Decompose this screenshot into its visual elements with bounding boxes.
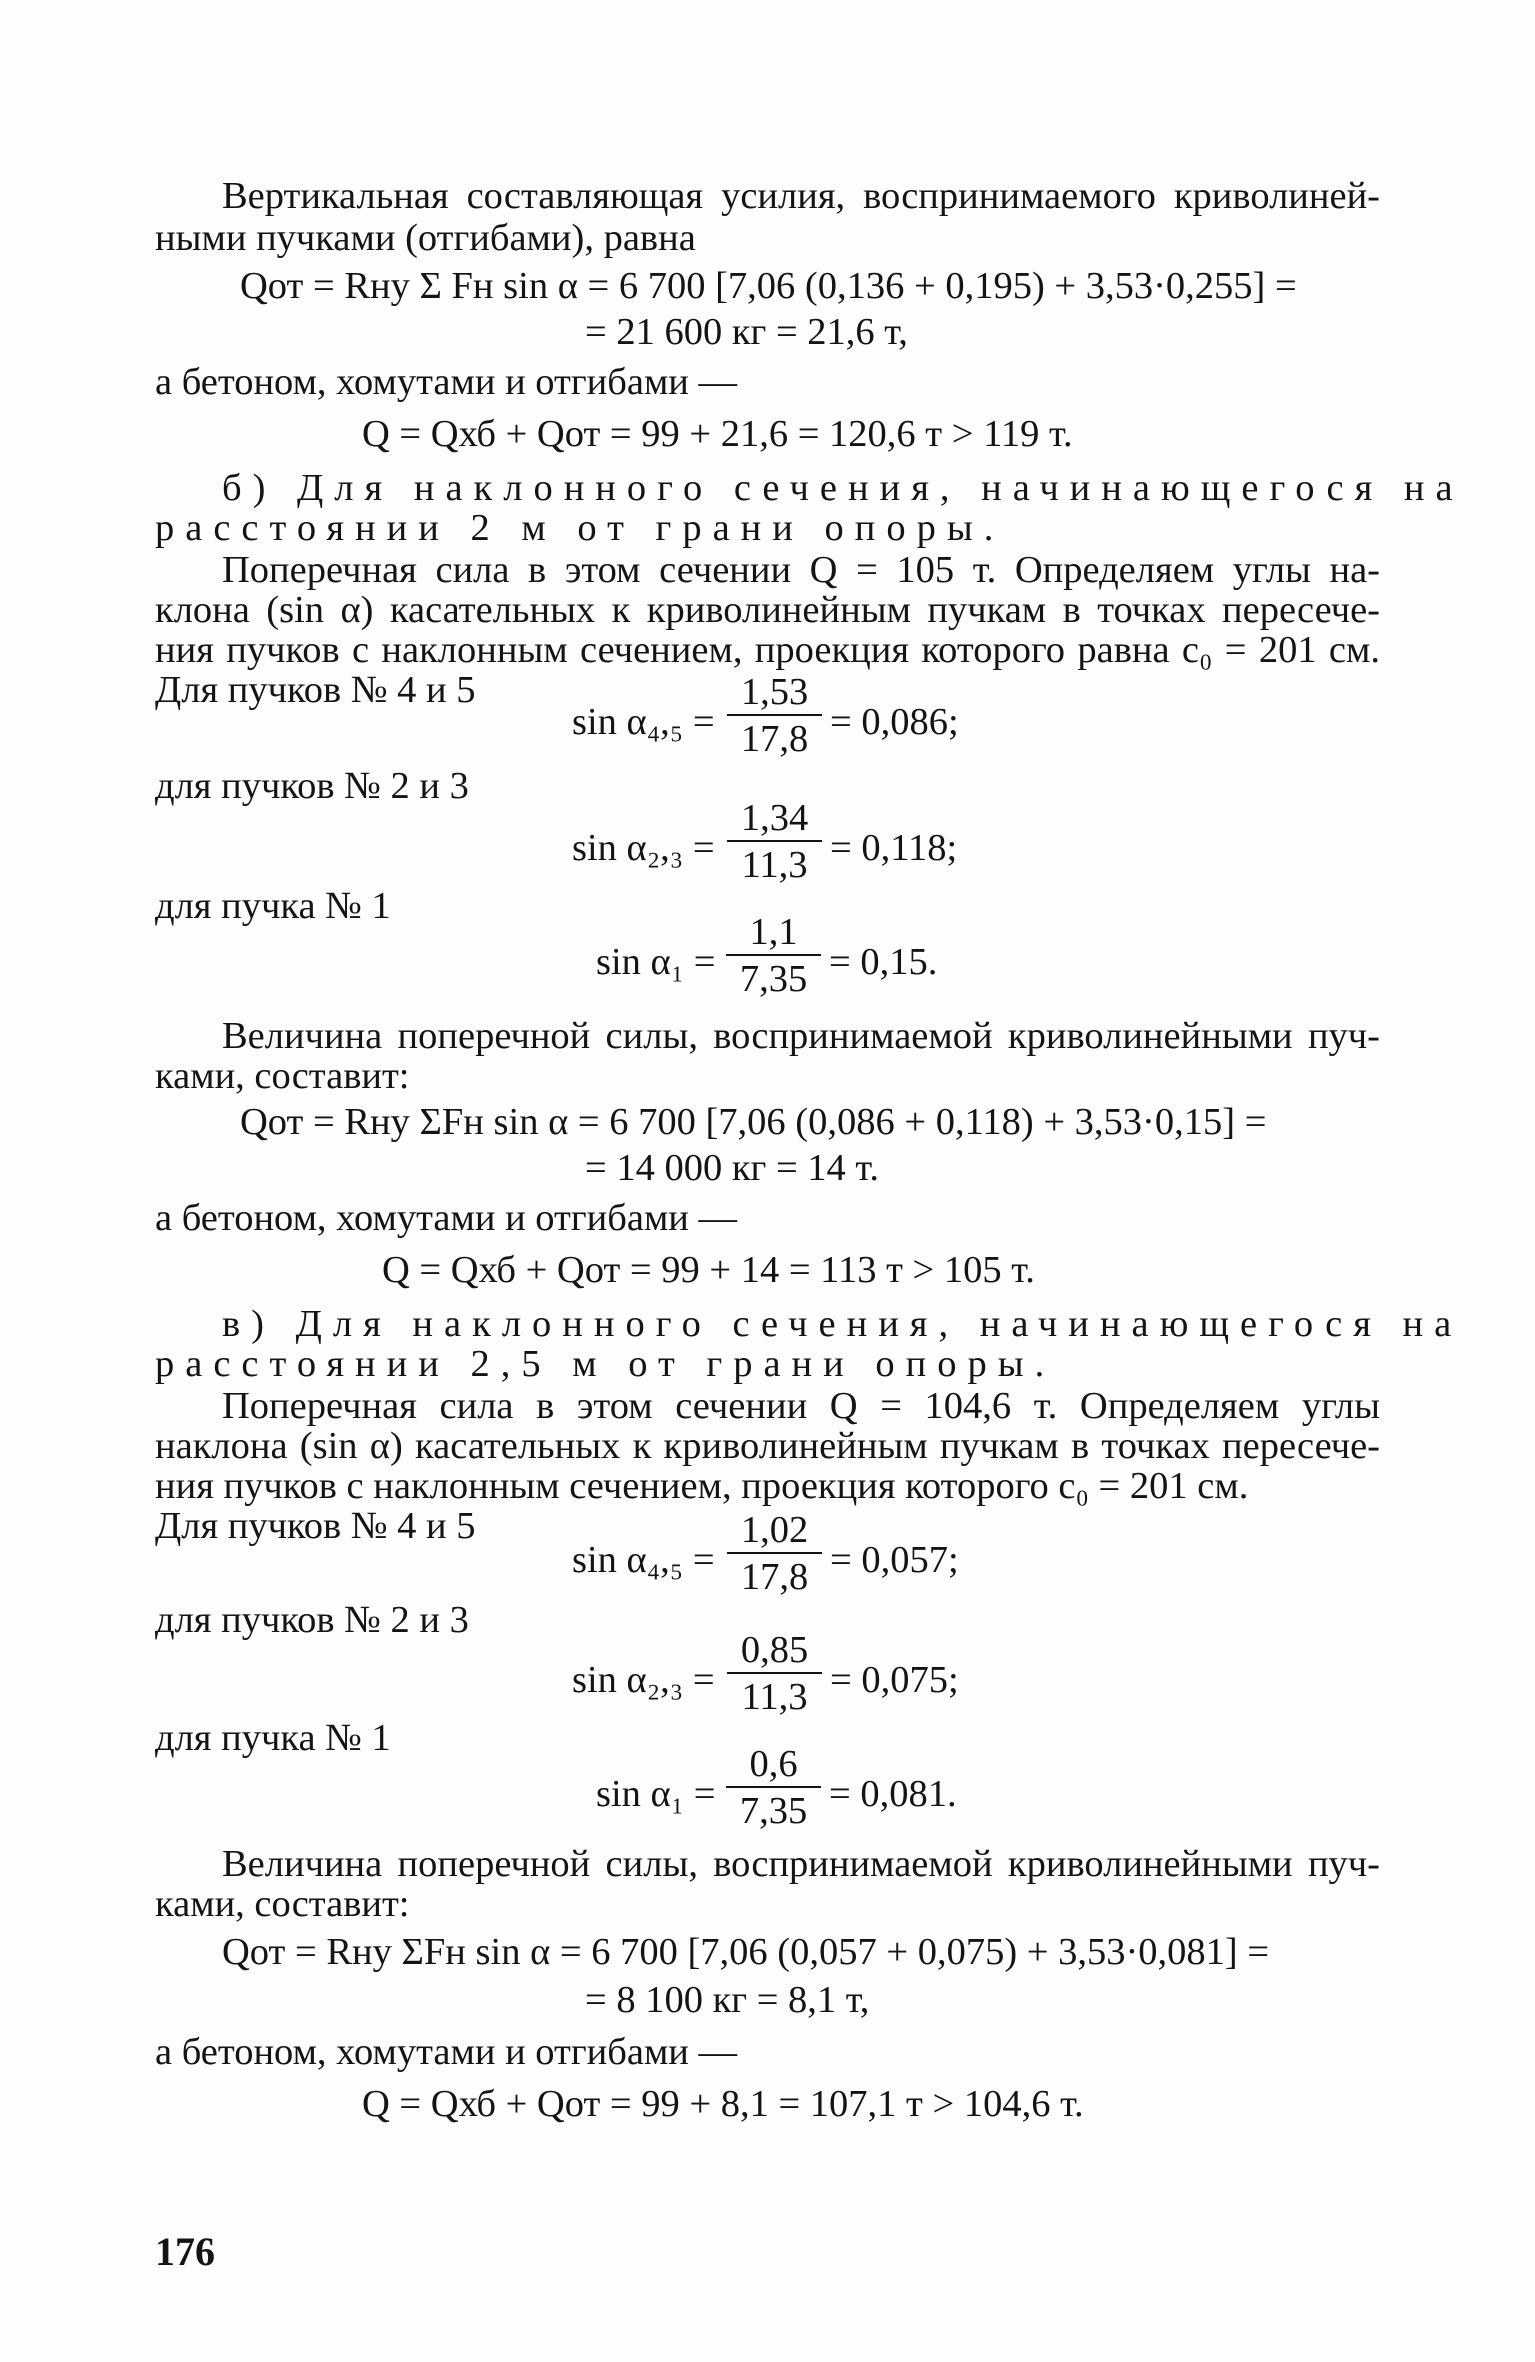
text-line: Поперечная сила в этом сечении Q = 104,6 т. Определяем углы: [222, 1385, 1380, 1427]
fraction-rhs: = 0,15.: [829, 941, 938, 983]
text-line: Для пучков № 4 и 5: [155, 1505, 476, 1547]
equation: Qот = Rну Σ Fн sin α = 6 700 [7,06 (0,136 + 0,195) + 3,53·0,255] =: [240, 265, 1297, 307]
numerator: 1,1: [726, 910, 821, 956]
numerator: 1,53: [727, 670, 822, 716]
denominator: 7,35: [739, 958, 808, 1000]
text-line: ками, составит:: [155, 1883, 410, 1925]
page-number: 176: [155, 2229, 215, 2274]
denominator: 11,3: [741, 1676, 808, 1718]
text-line: ния пучков с наклонным сечением, проекция которого равна c₀ = 201 см.: [155, 629, 1380, 671]
section-heading: расстоянии 2 м от грани опоры.: [155, 507, 1005, 549]
text-line: для пучка № 1: [155, 1717, 391, 1759]
text-line: для пучков № 2 и 3: [155, 1599, 469, 1641]
equation: Q = Qхб + Qот = 99 + 14 = 113 т > 105 т.: [382, 1249, 1035, 1291]
equation: Q = Qхб + Qот = 99 + 21,6 = 120,6 т > 119 т.: [362, 413, 1073, 455]
fraction: [727, 1628, 822, 1720]
fraction-lhs: sin α₁ =: [596, 941, 716, 983]
equation: = 21 600 кг = 21,6 т,: [585, 311, 908, 353]
text-line: Величина поперечной силы, воспринимаемой криволинейными пуч-: [222, 1015, 1380, 1057]
fraction: [726, 1742, 821, 1834]
text-line: наклона (sin α) касательных к криволинейным пучкам в точках пересече-: [155, 1425, 1380, 1467]
fraction-rhs: = 0,057;: [830, 1539, 959, 1581]
numerator: 0,6: [726, 1742, 821, 1788]
denominator: 7,35: [739, 1790, 808, 1832]
section-heading: б) Для наклонного сечения, начинающегося на: [222, 467, 1464, 509]
text-line: Вертикальная составляющая усилия, воспринимаемого криволиней-: [222, 175, 1380, 217]
text-line: а бетоном, хомутами и отгибами —: [155, 1197, 738, 1239]
equation: Qот = Rну ΣFн sin α = 6 700 [7,06 (0,086 + 0,118) + 3,53·0,15] =: [240, 1101, 1267, 1143]
numerator: 1,02: [727, 1508, 822, 1554]
fraction-lhs: sin α₄,₅ =: [572, 1539, 715, 1581]
numerator: 1,34: [727, 796, 822, 842]
text-line: Для пучков № 4 и 5: [155, 669, 476, 711]
denominator: 17,8: [740, 1556, 809, 1598]
text-line: ния пучков с наклонным сечением, проекция которого c₀ = 201 см.: [155, 1465, 1249, 1507]
text-line: ками, составит:: [155, 1055, 410, 1097]
fraction-lhs: sin α₂,₃ =: [572, 827, 715, 869]
fraction-equation: [596, 910, 976, 1020]
fraction-equation: [596, 1742, 976, 1852]
fraction-rhs: = 0,118;: [830, 827, 958, 869]
text-line: клона (sin α) касательных к криволинейным пучкам в точках пересече-: [155, 589, 1380, 631]
text-line: для пучка № 1: [155, 885, 391, 927]
denominator: 17,8: [740, 718, 809, 760]
text-line: Величина поперечной силы, воспринимаемой криволинейными пуч-: [222, 1843, 1380, 1885]
fraction: [727, 1508, 822, 1600]
text-line: для пучков № 2 и 3: [155, 765, 469, 807]
fraction-rhs: = 0,075;: [830, 1659, 959, 1701]
fraction: [727, 796, 822, 888]
equation: = 14 000 кг = 14 т.: [585, 1147, 879, 1189]
section-heading: в) Для наклонного сечения, начинающегося на: [222, 1303, 1463, 1345]
equation: = 8 100 кг = 8,1 т,: [585, 1979, 870, 2021]
equation: Qот = Rну ΣFн sin α = 6 700 [7,06 (0,057 + 0,075) + 3,53·0,081] =: [222, 1931, 1270, 1973]
fraction-lhs: sin α₂,₃ =: [572, 1659, 715, 1701]
text-line: ными пучками (отгибами), равна: [155, 217, 696, 259]
text-line: Поперечная сила в этом сечении Q = 105 т. Определяем углы на-: [222, 549, 1380, 591]
fraction: [726, 910, 821, 1002]
equation: Q = Qхб + Qот = 99 + 8,1 = 107,1 т > 104,6 т.: [362, 2083, 1084, 2125]
fraction-lhs: sin α₁ =: [596, 1773, 716, 1815]
section-heading: расстоянии 2,5 м от грани опоры.: [155, 1343, 1056, 1385]
text-line: а бетоном, хомутами и отгибами —: [155, 2031, 738, 2073]
fraction-rhs: = 0,086;: [830, 701, 959, 743]
fraction-rhs: = 0,081.: [829, 1773, 957, 1815]
fraction-lhs: sin α₄,₅ =: [572, 701, 715, 743]
numerator: 0,85: [727, 1628, 822, 1674]
denominator: 11,3: [741, 844, 808, 886]
text-line: а бетоном, хомутами и отгибами —: [155, 361, 738, 403]
fraction: [727, 670, 822, 762]
